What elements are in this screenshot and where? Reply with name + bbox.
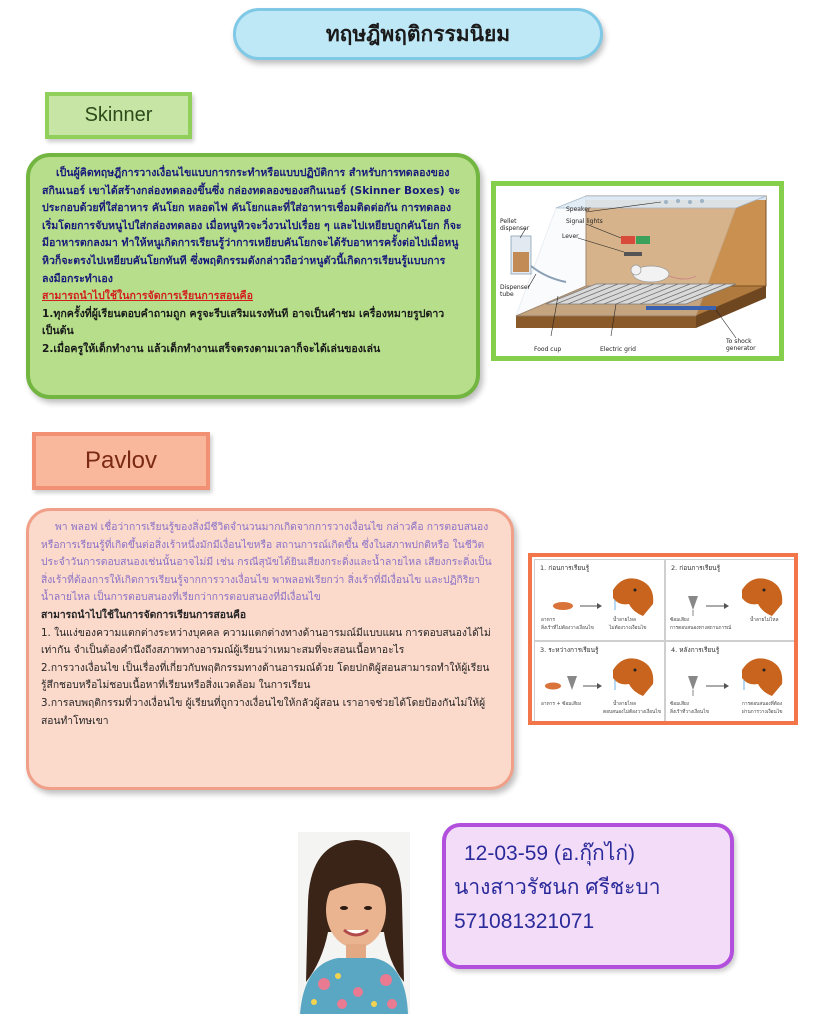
pavlov-paragraph: พา พลอฟ เชื่อว่าการเรียนรู้ของสิ่งมีชีวิตจำนวนมากเกิดจากการวางเงื่อนไข กล่าวคือ การตอบสนองหรือการเรียนรู้ที่เกิดขึ้นต่อสิ่งเร้าหนึ่งมักมีเงื่อนไขหรือ สถานการณ์เกิดขึ้น ซึ่งในสภาพปกติหรือ ในชีวิตประจำวันการตอบสนองเช่นนั้นอาจไม่มี เช่น กรณีสุนัขได้ยินเสียงกระดิ่งและน้ำลายไหล เสียงกระดิ่งเป็นสิ่งเร้าที่ต้องการให้เกิดการเรียนรู้จากการวางเงื่อนไข พาพลอฟเรียกว่า สิ่งเร้าที่มีเงื่อนไข และปฏิกิริยาน้ำลายไหล เป็นการตอบสนองที่เรียกว่าการตอบสนองที่มีเงื่อนไข	[41, 521, 492, 604]
pavlov-panel-3	[534, 641, 665, 723]
skinner-label	[45, 92, 192, 139]
skinner-content-box	[26, 153, 480, 399]
label-speaker: Speaker	[566, 206, 591, 213]
pavlov-usage-item-3: 3.การลบพฤติกรรมที่วางเงื่อนไข ผู้เรียนที่ถูกวางเงื่อนไขให้กลัวผู้สอน เราอาจช่วยได้โดยป้องกันไม่ให้ผู้สอนทำโทษเขา	[41, 696, 486, 727]
student-photo	[298, 832, 410, 1014]
pavlov-panel-2	[665, 559, 796, 641]
skinner-usage-heading: สามารถนำไปใช้ในการจัดการเรียนการสอนคือ	[42, 290, 253, 303]
pavlov-panel-1	[534, 559, 665, 641]
pavlov-panel-4	[665, 641, 796, 723]
panel-1-title: 1. ก่อนการเรียนรู้	[540, 564, 590, 572]
panel-2-right-caption: น้ำลายไม่ไหล	[750, 618, 779, 623]
panel-1-right-caption: น้ำลายไหล	[613, 618, 636, 623]
page-title	[233, 8, 603, 60]
student-id: 571081321071	[454, 910, 595, 933]
panel-4-right-caption-2: ผ่านการวางเงื่อนไข	[742, 710, 783, 715]
skinner-box-figure	[491, 181, 784, 361]
pavlov-content-box	[26, 508, 514, 790]
panel-1-left-caption-2: สิ่งเร้าที่ไม่ต้องวางเงื่อนไข	[541, 626, 594, 631]
pavlov-usage-item-1: 1. ในแง่ของความแตกต่างระหว่างบุคคล ความแตกต่างทางด้านอารมณ์มีแบบแผน การตอบสนองได้ไม่เท่ากัน จำเป็นต้องคำนึงถึงสภาพทางอารมณ์ผู้เรียนว่าเหมาะสมที่จะสอนเนื้อหาอะไร	[41, 626, 491, 657]
portrait-illustration	[298, 832, 410, 1014]
label-electric-grid: Electric grid	[600, 346, 636, 353]
panel-1-right-caption-2: ไม่ต้องวางเงื่อนไข	[609, 626, 647, 631]
label-pellet-dispenser: Pellet dispenser	[500, 218, 530, 232]
skinner-box-illustration	[496, 186, 779, 356]
panel-4-left-caption: ซ้อมเสียง	[670, 702, 690, 707]
panel-4-title: 4. หลังการเรียนรู้	[671, 646, 720, 654]
skinner-usage-item-2: 2.เมื่อครูให้เด็กทำงาน แล้วเด็กทำงานเสร็จตรงตามเวลาก็จะได้เล่นของเล่น	[42, 342, 381, 355]
label-signal-lights: Signal lights	[566, 218, 603, 225]
pavlov-usage-heading: สามารถนำไปใช้ในการจัดการเรียนการสอนคือ	[41, 608, 247, 621]
panel-2-left-caption: ซ้อมเสียง	[670, 618, 690, 623]
panel-2-title: 2. ก่อนการเรียนรู้	[671, 564, 721, 572]
skinner-usage-item-1: 1.ทุกครั้งที่ผู้เรียนตอบคำถามถูก ครูจะรีบเสริมแรงทันที อาจเป็นคำชม เครื่องหมายรูปดาว เป็นต้น	[42, 307, 445, 338]
label-dispenser-tube: Dispenser tube	[500, 284, 530, 298]
date-line: 12-03-59 (อ.กุ๊กไก่)	[464, 842, 636, 865]
panel-3-left-caption: อาหาร + ซ้อมเสียง	[541, 702, 582, 707]
skinner-label-text: Skinner	[84, 104, 153, 126]
panel-2-left-caption-2: การตอบสนองทางสถานการณ์	[670, 626, 732, 631]
pavlov-usage-item-2: 2.การวางเงื่อนไข เป็นเรื่องที่เกี่ยวกับพฤติกรรมทางด้านอารมณ์ด้วย โดยปกติผู้สอนสามารถทำให้ผู้เรียนรู้สึกชอบหรือไม่ชอบเนื้อหาที่เรียนหรือสิ่งแวดล้อม ในการเรียน	[41, 661, 490, 692]
panel-3-right-caption-2: ตอบสนองไม่ต้องวางเงื่อนไข	[603, 710, 661, 715]
skinner-paragraph: เป็นผู้คิดทฤษฎีการวางเงื่อนไขแบบการกระทำหรือแบบปฏิบัติการ สำหรับการทดลองของสกินเนอร์ เขาได้สร้างกล่องทดลองขึ้นซึ่ง กล่องทดลองของสกินเนอร์ (Skinner Boxes) จะประกอบด้วยที่ใส่อาหาร คันโยก หลอดไฟ คันโยกและที่ใส่อาหารเชื่อมติดต่อกัน การทดลองเริ่มโดยการจับหนูไปใส่กล่องทดลอง เมื่อหนูหิวจะวิ่งวนไปเรื่อย ๆ และไปเหยียบถูกคันโยก ก็จะมีอาหารตกลงมา ทำให้หนูเกิดการเรียนรู้ว่าการเหยียบคันโยกจะได้รับอาหารครั้งต่อไปเมื่อหนูหิวก็จะตรงไปเหยียบคันโยกทันที ซึ่งพฤติกรรมดังกล่าวถือว่าหนูตัวนี้เกิดการเรียนรู้แบบการลงมือกระทำเอง	[42, 167, 462, 285]
panel-1-left-caption: อาหาร	[541, 618, 556, 623]
panel-4-left-caption-2: สิ่งเร้าที่วางเงื่อนไข	[670, 710, 709, 715]
panel-3-right-caption: น้ำลายไหล	[613, 702, 636, 707]
label-food-cup: Food cup	[534, 346, 562, 353]
student-name: นางสาวรัชนก ศรีชะบา	[454, 876, 661, 899]
pavlov-label-text: Pavlov	[84, 447, 158, 474]
page-title-text: ทฤษฎีพฤติกรรมนิยม	[325, 21, 511, 46]
pavlov-label	[32, 432, 210, 490]
label-lever: Lever	[562, 233, 579, 240]
panel-3-title: 3. ระหว่างการเรียนรู้	[540, 646, 599, 654]
panel-4-right-caption: การตอบสนองที่ต้อง	[742, 702, 783, 707]
pavlov-conditioning-figure	[528, 553, 798, 725]
label-shock-generator: To shock generator	[726, 338, 756, 352]
student-info-box	[442, 823, 734, 969]
